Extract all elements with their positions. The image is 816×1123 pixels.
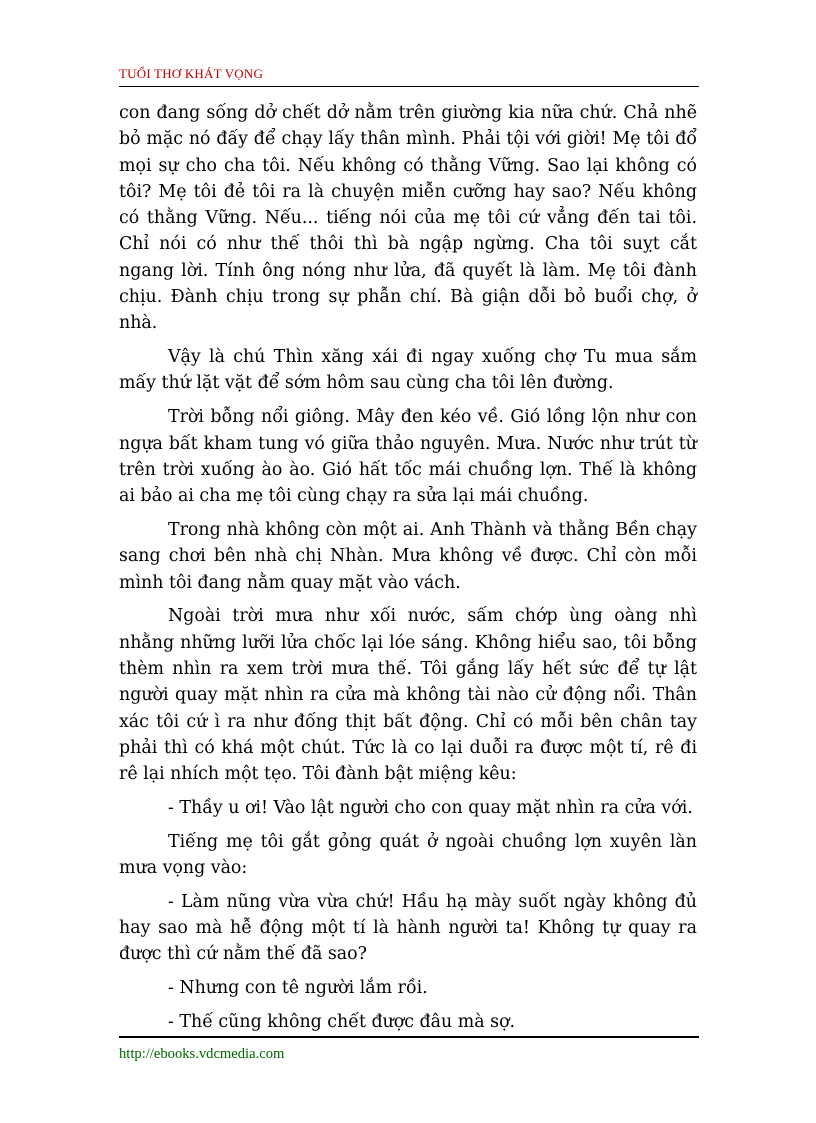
paragraph-8: - Làm nũng vừa vừa chứ! Hầu hạ mày suốt ngày không đủ hay sao mà hễ động một tí là hành người ta! Không tự quay ra được thì cứ nằm thế đã sao? xyxy=(119,891,697,965)
paragraph-6: - Thầy u ơi! Vào lật người cho con quay mặt nhìn ra cửa với. xyxy=(168,797,693,818)
footer-divider xyxy=(119,1036,699,1038)
paragraph-3: Trời bỗng nổi giông. Mây đen kéo về. Gió lồng lộn như con ngựa bất kham tung vó giữa thảo nguyên. Mưa. Nước như trút từ trên trời xuống ào ào. Gió hất tốc mái chuồng lợn. Thế là không ai bảo ai cha mẹ tôi cùng chạy ra sửa lại mái chuồng. xyxy=(119,407,697,507)
paragraph-4: Trong nhà không còn một ai. Anh Thành và thằng Bền chạy sang chơi bên nhà chị Nhàn. Mưa không về được. Chỉ còn mỗi mình tôi đang nằm quay mặt vào vách. xyxy=(119,519,697,593)
header-title: TUỔI THƠ KHÁT VỌNG xyxy=(119,66,264,81)
footer-url-link[interactable]: http://ebooks.vdcmedia.com xyxy=(119,1046,285,1062)
body-text xyxy=(119,100,697,1043)
paragraph-1: con đang sống dở chết dở nằm trên giường kia nữa chứ. Chả nhẽ bỏ mặc nó đấy để chạy lấy thân mình. Phải tội với giời! Mẹ tôi đổ mọi sự cho cha tôi. Nếu không có thằng Vững. Sao lại không có tôi? Mẹ tôi đẻ tôi ra là chuyện miễn cưỡng hay sao? Nếu không có thằng Vững. Nếu... tiếng nói của mẹ tôi cứ vẳng đến tai tôi. Chỉ nói có như thế thôi thì bà ngập ngừng. Cha tôi suỵt cắt ngang lời. Tính ông nóng như lửa, đã quyết là làm. Mẹ tôi đành chịu. Đành chịu trong sự phẫn chí. Bà giận dỗi bỏ buổi chợ, ở nhà. xyxy=(119,103,697,334)
paragraph-2: Vậy là chú Thìn xăng xái đi ngay xuống chợ Tu mua sắm mấy thứ lặt vặt để sớm hôm sau cùng cha tôi lên đường. xyxy=(119,347,697,394)
paragraph-9: - Nhưng con tê người lắm rồi. xyxy=(168,978,428,999)
paragraph-10: - Thế cũng không chết được đâu mà sợ. xyxy=(168,1012,516,1032)
page-header xyxy=(119,66,699,87)
paragraph-5: Ngoài trời mưa như xối nước, sấm chớp ùng oàng nhì nhằng những lưỡi lửa chốc lại lóe sáng. Không hiểu sao, tôi bỗng thèm nhìn ra xem trời mưa thế. Tôi gắng lấy hết sức để tự lật người quay mặt nhìn ra cửa mà không tài nào cử động nổi. Thân xác tôi cứ ì ra như đống thịt bất động. Chỉ có mỗi bên chân tay phải thì có khá một chút. Tức là co lại duỗi ra được một tí, rê đi rê lại nhích một tẹo. Tôi đành bật miệng kêu: xyxy=(119,606,697,785)
paragraph-7: Tiếng mẹ tôi gắt gỏng quát ở ngoài chuồng lợn xuyên làn mưa vọng vào: xyxy=(119,831,697,879)
